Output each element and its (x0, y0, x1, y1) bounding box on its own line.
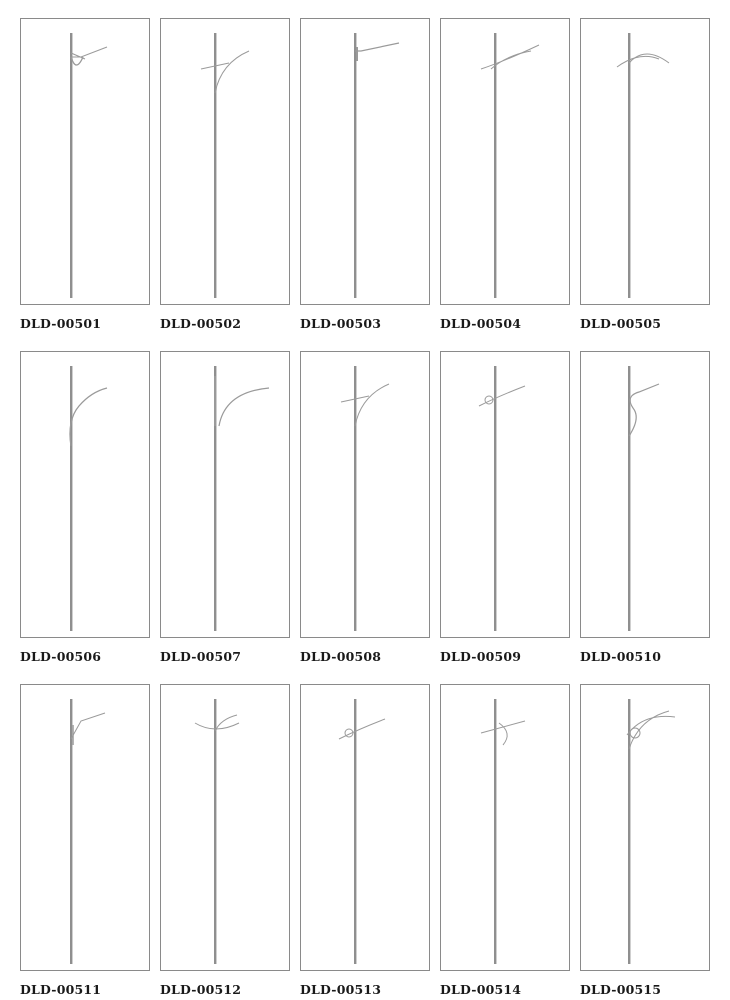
pole-drawing-frame (300, 351, 430, 638)
product-code-label: DLD-00503 (300, 316, 382, 331)
catalog-item (20, 351, 150, 667)
pole-drawing-frame (20, 684, 150, 971)
pole-drawing-frame (300, 18, 430, 305)
product-code-label: DLD-00514 (440, 982, 522, 997)
product-code-label: DLD-00513 (300, 982, 382, 997)
street-light-pole-illustration (301, 352, 429, 637)
product-code-label: DLD-00508 (300, 649, 382, 664)
pole-drawing-frame (20, 351, 150, 638)
street-light-pole-illustration (21, 685, 149, 970)
catalog-item (580, 684, 710, 1000)
catalog-item (300, 684, 430, 1000)
catalog-item (580, 351, 710, 667)
product-code-label: DLD-00504 (440, 316, 522, 331)
catalog-item (160, 684, 290, 1000)
catalog-item (20, 18, 150, 334)
product-code-label: DLD-00511 (20, 982, 102, 997)
catalog-item (20, 684, 150, 1000)
street-light-pole-illustration (161, 352, 289, 637)
street-light-pole-illustration (581, 685, 709, 970)
catalog-item (440, 18, 570, 334)
product-code-label: DLD-00512 (160, 982, 242, 997)
catalog-item (300, 18, 430, 334)
catalog-item (160, 18, 290, 334)
pole-drawing-frame (20, 18, 150, 305)
pole-drawing-frame (440, 18, 570, 305)
pole-drawing-frame (300, 684, 430, 971)
product-code-label: DLD-00515 (580, 982, 662, 997)
product-code-label: DLD-00502 (160, 316, 242, 331)
product-code-label: DLD-00501 (20, 316, 102, 331)
pole-drawing-frame (440, 351, 570, 638)
catalog-item (580, 18, 710, 334)
street-light-pole-illustration (21, 19, 149, 304)
street-light-pole-illustration (301, 685, 429, 970)
street-light-pole-illustration (581, 352, 709, 637)
pole-drawing-frame (580, 18, 710, 305)
street-light-pole-illustration (441, 685, 569, 970)
pole-drawing-frame (440, 684, 570, 971)
catalog-item (440, 351, 570, 667)
pole-drawing-frame (580, 684, 710, 971)
street-light-pole-illustration (161, 685, 289, 970)
pole-drawing-frame (160, 351, 290, 638)
catalog-item (300, 351, 430, 667)
street-light-pole-illustration (21, 352, 149, 637)
street-light-pole-illustration (301, 19, 429, 304)
pole-drawing-frame (160, 18, 290, 305)
catalog-item (440, 684, 570, 1000)
product-code-label: DLD-00510 (580, 649, 662, 664)
product-code-label: DLD-00506 (20, 649, 102, 664)
pole-drawing-frame (160, 684, 290, 971)
pole-drawing-frame (580, 351, 710, 638)
product-code-label: DLD-00505 (580, 316, 662, 331)
street-light-pole-illustration (441, 19, 569, 304)
street-light-pole-illustration (441, 352, 569, 637)
catalog-item (160, 351, 290, 667)
street-light-pole-illustration (161, 19, 289, 304)
product-code-label: DLD-00507 (160, 649, 242, 664)
product-code-label: DLD-00509 (440, 649, 522, 664)
street-light-pole-illustration (581, 19, 709, 304)
